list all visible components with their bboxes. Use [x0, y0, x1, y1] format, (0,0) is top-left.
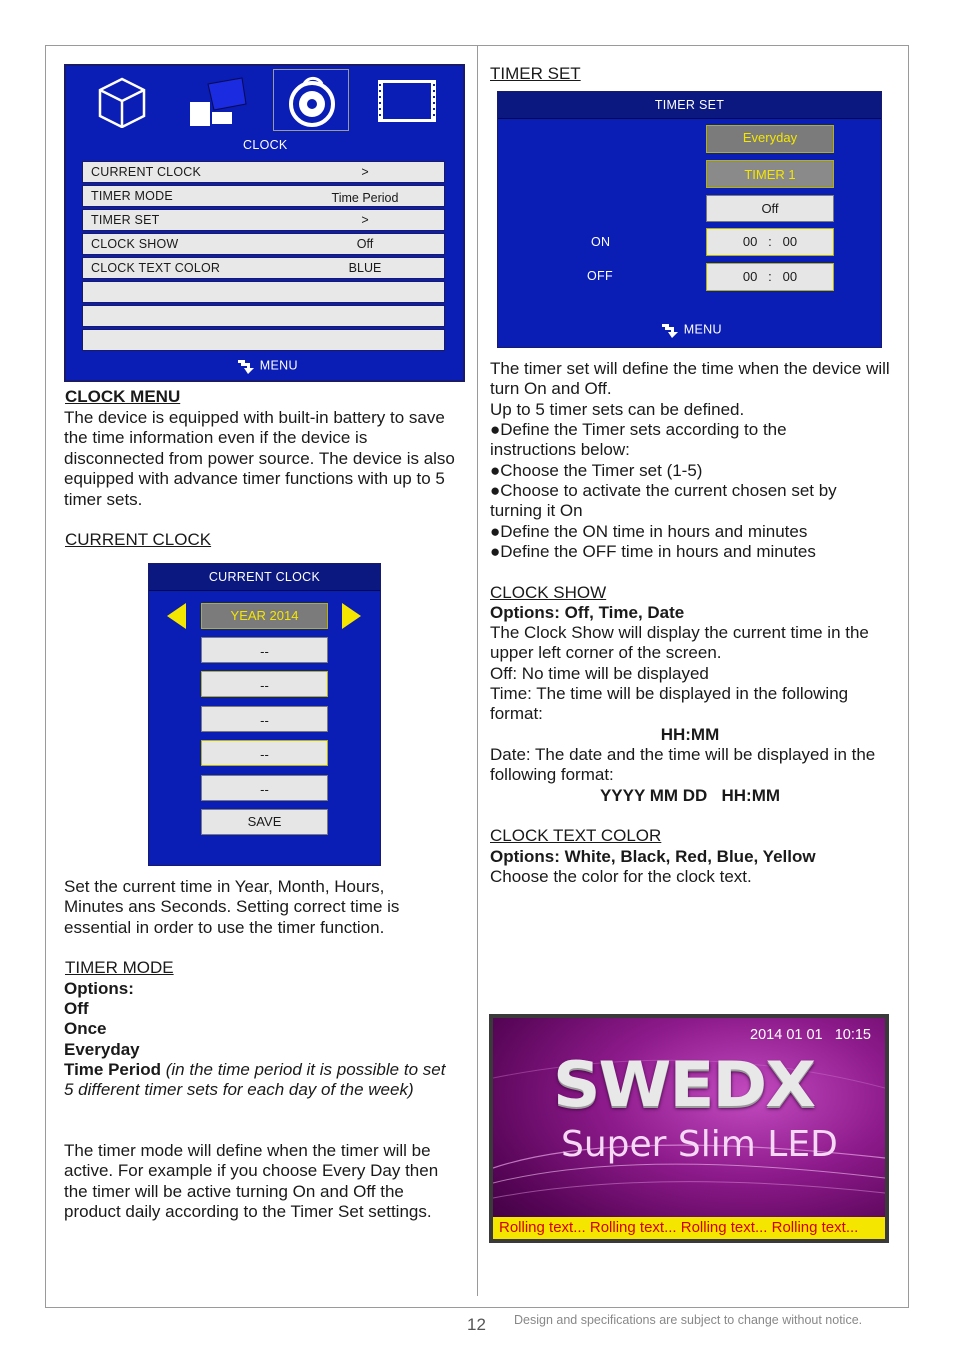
- return-arrow-icon: [660, 321, 680, 339]
- row-value: Time Period: [331, 191, 399, 205]
- menu-row-timer-mode[interactable]: [82, 185, 445, 207]
- menu-back-button[interactable]: [236, 357, 298, 375]
- return-arrow-icon: [236, 357, 256, 375]
- timer-set-title: TIMER SET: [654, 98, 725, 112]
- menu-row-clock-show[interactable]: [82, 233, 445, 255]
- off-label: OFF: [587, 269, 613, 283]
- row-value: >: [361, 165, 369, 179]
- clock-text-color-options: Options: White, Black, Red, Blue, Yellow: [490, 847, 816, 866]
- time-period-paragraph: [64, 1060, 459, 1101]
- menu-label: MENU: [259, 358, 298, 373]
- menu-row-clock-text-color[interactable]: [82, 257, 445, 279]
- menu-back-button[interactable]: [660, 321, 722, 339]
- timer-mode-field[interactable]: Everyday: [706, 125, 834, 153]
- clock-menu-screen: [64, 64, 465, 382]
- time-format: HH:MM: [660, 725, 720, 744]
- on-time-field[interactable]: 00 : 00: [706, 228, 834, 256]
- arrow-right-icon[interactable]: [342, 603, 362, 634]
- current-clock-title: CURRENT CLOCK: [208, 570, 321, 584]
- clock-show-line: Off: No time will be displayed: [490, 664, 709, 683]
- menu-row-empty: [82, 329, 445, 351]
- clock-show-line: Date: The date and the time will be displayed in the following format:: [490, 745, 876, 785]
- timer-mode-body: The timer mode will define when the timer will be active. For example if you choose Every Day then the timer will be active turning On and Off the product daily according to the Timer Set settings.: [64, 1141, 439, 1222]
- timer-set-bullet: ●Define the OFF time in hours and minutes: [490, 542, 816, 561]
- brand-tagline: Super Slim LED: [561, 1124, 838, 1165]
- year-field[interactable]: YEAR 2014: [201, 603, 328, 629]
- second-field[interactable]: --: [201, 775, 328, 801]
- timer-state-field[interactable]: Off: [706, 195, 834, 222]
- page-number: 12: [467, 1315, 486, 1334]
- menu-label: MENU: [683, 322, 722, 337]
- display-preview: [489, 1014, 889, 1243]
- time-period-label: Time Period: [64, 1060, 161, 1079]
- row-value: >: [361, 213, 369, 227]
- minute-field[interactable]: --: [201, 740, 328, 766]
- month-field[interactable]: --: [201, 637, 328, 663]
- timer-mode-option: Off: [64, 999, 89, 1018]
- menu-row-current-clock[interactable]: [82, 161, 445, 183]
- current-clock-titlebar: [149, 564, 380, 591]
- timer-set-screen: [497, 91, 882, 348]
- clock-menu-heading: CLOCK MENU: [65, 387, 181, 406]
- timer-set-intro: The timer set will define the time when the device will turn On and Off.: [490, 359, 890, 399]
- hour-field[interactable]: --: [201, 706, 328, 732]
- save-button[interactable]: SAVE: [201, 809, 328, 835]
- clock-text-color-heading: CLOCK TEXT COLOR: [490, 826, 662, 845]
- timer-set-bullet: ●Choose to activate the current chosen set by turning it On: [490, 481, 837, 521]
- timer-number-field[interactable]: TIMER 1: [706, 160, 834, 188]
- off-time-field[interactable]: 00 : 00: [706, 263, 834, 291]
- clock-show-options: Options: Off, Time, Date: [490, 603, 685, 622]
- clock-menu-title: CLOCK: [243, 138, 288, 152]
- on-label: ON: [591, 235, 611, 249]
- row-label: CLOCK TEXT COLOR: [91, 261, 221, 275]
- clock-display: 2014 01 01 10:15: [750, 1027, 871, 1043]
- timer-set-titlebar: [498, 92, 881, 119]
- timer-set-bullet: ●Define the Timer sets according to the instructions below:: [490, 420, 787, 460]
- row-value: Off: [356, 237, 374, 251]
- brand-logo: SWEDX: [553, 1047, 815, 1122]
- blocks-icon: [186, 76, 248, 133]
- column-divider: [477, 46, 478, 1296]
- clock-show-heading: CLOCK SHOW: [490, 583, 607, 602]
- current-clock-heading: CURRENT CLOCK: [65, 530, 212, 549]
- row-label: CURRENT CLOCK: [91, 165, 202, 179]
- timer-set-bullet: ●Define the ON time in hours and minutes: [490, 522, 808, 541]
- row-label: TIMER SET: [91, 213, 160, 227]
- timer-mode-heading: TIMER MODE: [65, 958, 174, 977]
- timer-mode-options-label: Options:: [64, 979, 134, 998]
- timer-set-line: Up to 5 timer sets can be defined.: [490, 400, 745, 419]
- clock-text-color-body: Choose the color for the clock text.: [490, 867, 752, 886]
- clock-dial-icon: [273, 69, 349, 131]
- rolling-ticker: Rolling text... Rolling text... Rolling text... Rolling text...: [493, 1217, 885, 1239]
- timer-set-bullet: ●Choose the Timer set (1-5): [490, 461, 703, 480]
- row-label: TIMER MODE: [91, 189, 173, 203]
- timer-mode-option: Once: [64, 1019, 107, 1038]
- disclaimer: Design and specifications are subject to change without notice.: [514, 1313, 863, 1327]
- current-clock-screen: [148, 563, 381, 866]
- monitor-icon: [376, 78, 438, 129]
- current-clock-body: Set the current time in Year, Month, Hours, Minutes ans Seconds. Setting correct time is essential in order to use the timer function.: [64, 877, 400, 937]
- timer-set-heading: TIMER SET: [490, 64, 581, 83]
- row-value: BLUE: [348, 261, 382, 275]
- time-period-note: (in the time period it is possible to set 5 different timer sets for each day of the week): [64, 1060, 446, 1100]
- preview-screen: [493, 1018, 885, 1239]
- day-field[interactable]: --: [201, 671, 328, 697]
- row-label: CLOCK SHOW: [91, 237, 179, 251]
- clock-menu-body: The device is equipped with built-in battery to save the time information even if the device is disconnected from power source. The device is also equipped with advance timer functions with up to 5 timer sets.: [64, 408, 455, 509]
- menu-row-timer-set[interactable]: [82, 209, 445, 231]
- clock-show-line: Time: The time will be displayed in the following format:: [490, 684, 849, 724]
- cube-icon: [96, 76, 148, 133]
- timer-mode-option: Everyday: [64, 1040, 140, 1059]
- clock-show-line: The Clock Show will display the current time in the upper left corner of the screen.: [490, 623, 869, 663]
- arrow-left-icon[interactable]: [167, 603, 187, 634]
- menu-row-empty: [82, 281, 445, 303]
- date-format: YYYY MM DD HH:MM: [599, 786, 781, 805]
- menu-row-empty: [82, 305, 445, 327]
